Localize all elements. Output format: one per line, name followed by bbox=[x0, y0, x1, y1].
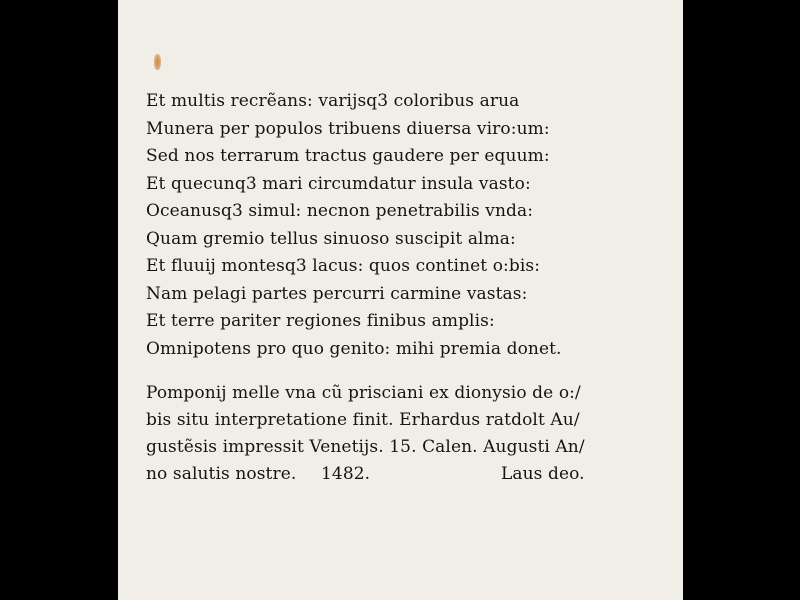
verse-block bbox=[146, 88, 562, 363]
verse-line: Munera per populos tribuens diuersa viro:um: bbox=[146, 118, 550, 139]
verse-line: Et quecunq3 mari circumdatur insula vasto: bbox=[146, 173, 531, 194]
colophon-line: Pomponij melle vna cũ prisciani ex dionysio de o:/ bbox=[146, 383, 581, 403]
imprint-year: 1482. bbox=[321, 464, 371, 484]
verse-line: Nam pelagi partes percurri carmine vastas: bbox=[146, 283, 528, 304]
verse-line: Et terre pariter regiones finibus amplis: bbox=[146, 311, 495, 331]
colophon-line: bis situ interpretatione finit. Erhardus ratdolt Au/ bbox=[146, 410, 580, 430]
verse-line: Omnipotens pro quo genito: mihi premia donet. bbox=[146, 338, 562, 359]
colophon-block bbox=[146, 380, 626, 488]
verse-line: Quam gremio tellus sinuoso suscipit alma: bbox=[146, 228, 516, 249]
colophon-line-text: no salutis nostre. bbox=[146, 464, 297, 484]
colophon-final-line bbox=[146, 461, 616, 488]
book-page bbox=[118, 0, 683, 600]
colophon-line: gustẽsis impressit Venetijs. 15. Calen. Augusti An/ bbox=[146, 437, 585, 457]
verse-line: Sed nos terrarum tractus gaudere per equum: bbox=[146, 146, 550, 166]
closing-formula: Laus deo. bbox=[501, 464, 585, 484]
ink-stain bbox=[154, 54, 161, 70]
verse-line: Et fluuij montesq3 lacus: quos continet o:bis: bbox=[146, 256, 541, 276]
verse-line: Oceanusq3 simul: necnon penetrabilis vnda: bbox=[146, 201, 534, 221]
verse-line: Et multis recrẽans: varijsq3 coloribus arua bbox=[146, 91, 520, 111]
